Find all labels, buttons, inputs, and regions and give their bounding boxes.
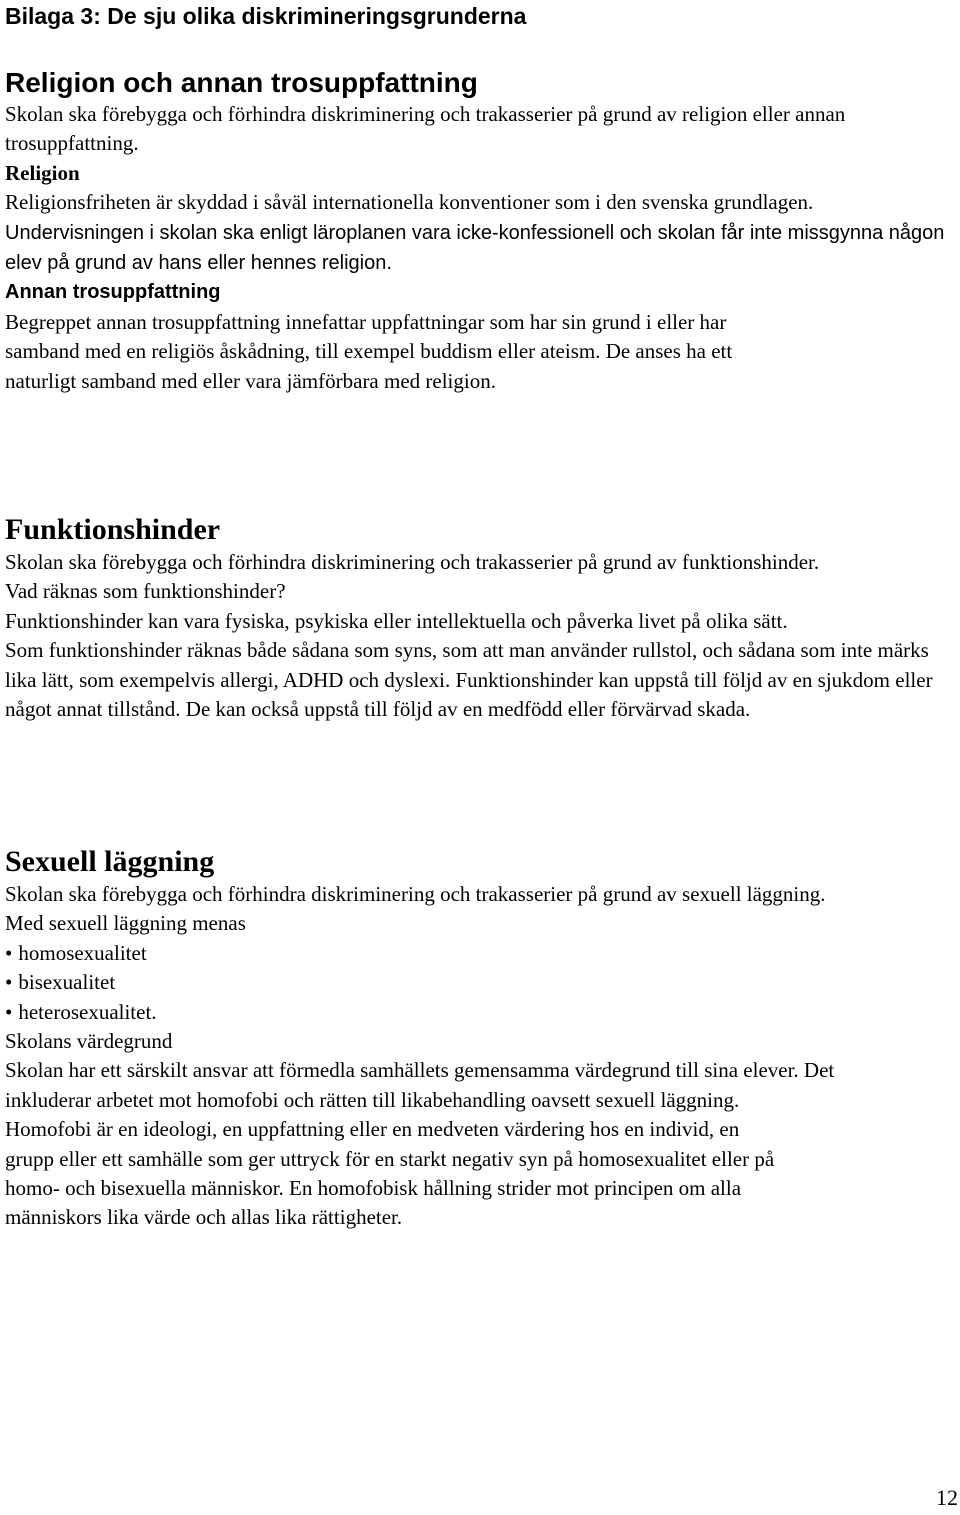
religion-text (5, 188, 945, 278)
list-item: • bisexualitet (5, 968, 955, 997)
funktionshinder-question: Vad räknas som funktionshinder? (5, 579, 286, 604)
sexuell-laggning-list-intro: Med sexuell läggning menas (5, 911, 246, 936)
funktionshinder-heading: Funktionshinder (5, 513, 221, 546)
page-number: 12 (936, 1485, 958, 1510)
vardegrund-text: Skolan har ett särskilt ansvar att förmedla samhällets gemensamma värdegrund till sina elever. Det inkluderar arbetet mot homofobi och rätten till likabehandling oavsett sexuell läggning. (5, 1058, 835, 1112)
religion-intro: Skolan ska förebygga och förhindra diskriminering och trakasserier på grund av religion eller annan trosuppfattning. (5, 102, 846, 156)
sexuell-laggning-intro: Skolan ska förebygga och förhindra diskriminering och trakasserier på grund av sexuell läggning. (5, 882, 826, 906)
funktionshinder-section (5, 512, 955, 724)
list-item: • heterosexualitet. (5, 998, 955, 1027)
document-page (5, 0, 955, 1230)
vardegrund-subheading: Skolans värdegrund (5, 1029, 173, 1054)
religion-subheading: Religion (5, 160, 80, 185)
religion-text-part-2: Undervisningen i skolan ska enligt läroplanen vara icke-konfessionell och skolan får inte missgynna någon elev på grund av hans eller hennes religion. (5, 221, 945, 275)
annan-trosuppfattning-text: Begreppet annan trosuppfattning innefattar uppfattningar som har sin grund i eller har samband med en religiös åskådning, till exempel buddism eller ateism. De anses ha ett naturligt samband med eller vara jämförbara med religion. (5, 309, 733, 393)
sexuell-laggning-heading: Sexuell läggning (5, 845, 215, 878)
religion-section-heading: Religion och annan trosuppfattning (5, 67, 478, 98)
sexuell-laggning-list (5, 939, 955, 1027)
funktionshinder-details: Som funktionshinder räknas både sådana som syns, som att man använder rullstol, och sådana som inte märks lika lätt, som exempelvis allergi, ADHD och dyslexi. Funktionshinder kan uppstå till följd av en sjukdom eller något annat tillstånd. De kan också uppstå till följd av en medfödd eller förvärvad skada. (5, 638, 933, 722)
funktionshinder-intro: Skolan ska förebygga och förhindra diskriminering och trakasserier på grund av funktionshinder. (5, 550, 820, 574)
sexuell-laggning-section (5, 844, 955, 1233)
document-title: Bilaga 3: De sju olika diskrimineringsgrunderna (5, 3, 527, 29)
religion-text-part-1: Religionsfriheten är skyddad i såväl internationella konventioner som i den svenska grundlagen. (5, 190, 814, 215)
funktionshinder-definition: Funktionshinder kan vara fysiska, psykiska eller intellektuella och påverka livet på olika sätt. (5, 608, 788, 633)
religion-section (5, 66, 955, 396)
list-item: • homosexualitet (5, 939, 955, 968)
annan-trosuppfattning-subheading: Annan trosuppfattning (5, 281, 221, 304)
homofobi-text: Homofobi är en ideologi, en uppfattning eller en medveten värdering hos en individ, en grupp eller ett samhälle som ger uttryck för en starkt negativ syn på homosexualitet eller på homo- och bisexuella människor. En homofobisk hållning strider mot principen om alla människors lika värde och allas lika rättigheter. (5, 1117, 775, 1230)
